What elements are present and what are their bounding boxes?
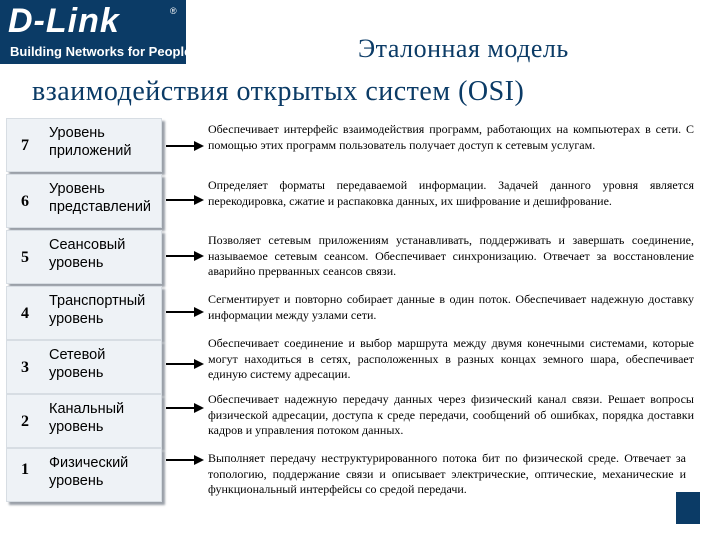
arrow-right-icon <box>166 402 204 414</box>
level-name: Физический уровень <box>49 455 129 489</box>
arrow-right-icon <box>166 140 204 152</box>
level-number: 2 <box>21 413 29 430</box>
arrow-right-icon <box>166 250 204 262</box>
level-description: Обеспечивает надежную передачу данных через физический канал связи. Решает вопросы физической адресации, доступа к среде передачи, сообщений об ошибках, порядка доставки кадров и управления потоком данных. <box>208 392 694 438</box>
level-number: 5 <box>21 249 29 266</box>
logo-wordmark: D-Link <box>8 2 120 40</box>
level-name: Уровень представлений <box>49 181 152 215</box>
level-name: Сетевой уровень <box>49 347 106 381</box>
level-name: Канальный уровень <box>49 401 125 435</box>
level-number: 1 <box>21 461 29 478</box>
page-title-line-2: взаимодействия открытых систем (OSI) <box>32 76 525 107</box>
level-box-1 <box>6 448 162 502</box>
d-link-logo <box>0 0 192 64</box>
level-box-3 <box>6 340 162 394</box>
level-description: Определяет форматы передаваемой информации. Задачей данного уровня является перекодировка, сжатие и распаковка данных, их шифрование и дешифрование. <box>208 178 694 208</box>
level-name: Уровень приложений <box>49 125 132 159</box>
registered-mark: ® <box>170 6 177 16</box>
level-box-4 <box>6 286 162 340</box>
level-box-6 <box>6 174 162 228</box>
arrow-right-icon <box>166 454 204 466</box>
level-description: Позволяет сетевым приложениям устанавливать, поддерживать и завершать соединение, называемое сетевым сеансом. Обеспечивает синхронизацию. Отвечает за восстановление аварийно прерванных сеансов связи. <box>208 233 694 279</box>
level-number: 6 <box>21 193 29 210</box>
arrow-right-icon <box>166 194 204 206</box>
decorative-square <box>676 492 700 524</box>
level-number: 7 <box>21 137 29 154</box>
level-description: Сегментирует и повторно собирает данные в один поток. Обеспечивает надежную доставку информации между узлами сети. <box>208 292 694 322</box>
level-description: Обеспечивает интерфейс взаимодействия программ, работающих на компьютерах в сети. С помощью этих программ пользователь получает доступ к сетевым услугам. <box>208 122 694 152</box>
level-name: Транспортный уровень <box>49 293 146 327</box>
level-box-7 <box>6 118 162 172</box>
arrow-right-icon <box>166 358 204 370</box>
level-number: 3 <box>21 359 29 376</box>
level-name: Сеансовый уровень <box>49 237 126 271</box>
page-title-line-1: Эталонная модель <box>358 34 569 63</box>
logo-tagline: Building Networks for People <box>10 44 192 59</box>
level-description: Выполняет передачу неструктурированного потока бит по физической среде. Отвечает за топологию, поддержание связи и описывает электрические, оптические, механические и функциональный интерфейсы со средой передачи. <box>208 451 686 497</box>
arrow-right-icon <box>166 306 204 318</box>
level-description: Обеспечивает соединение и выбор маршрута между двумя конечными системами, которые могут находиться в сетях, расположенных в разных концах земного шара, обеспечивает единую систему адресации. <box>208 336 694 382</box>
level-number: 4 <box>21 305 29 322</box>
level-box-2 <box>6 394 162 448</box>
level-box-5 <box>6 230 162 284</box>
